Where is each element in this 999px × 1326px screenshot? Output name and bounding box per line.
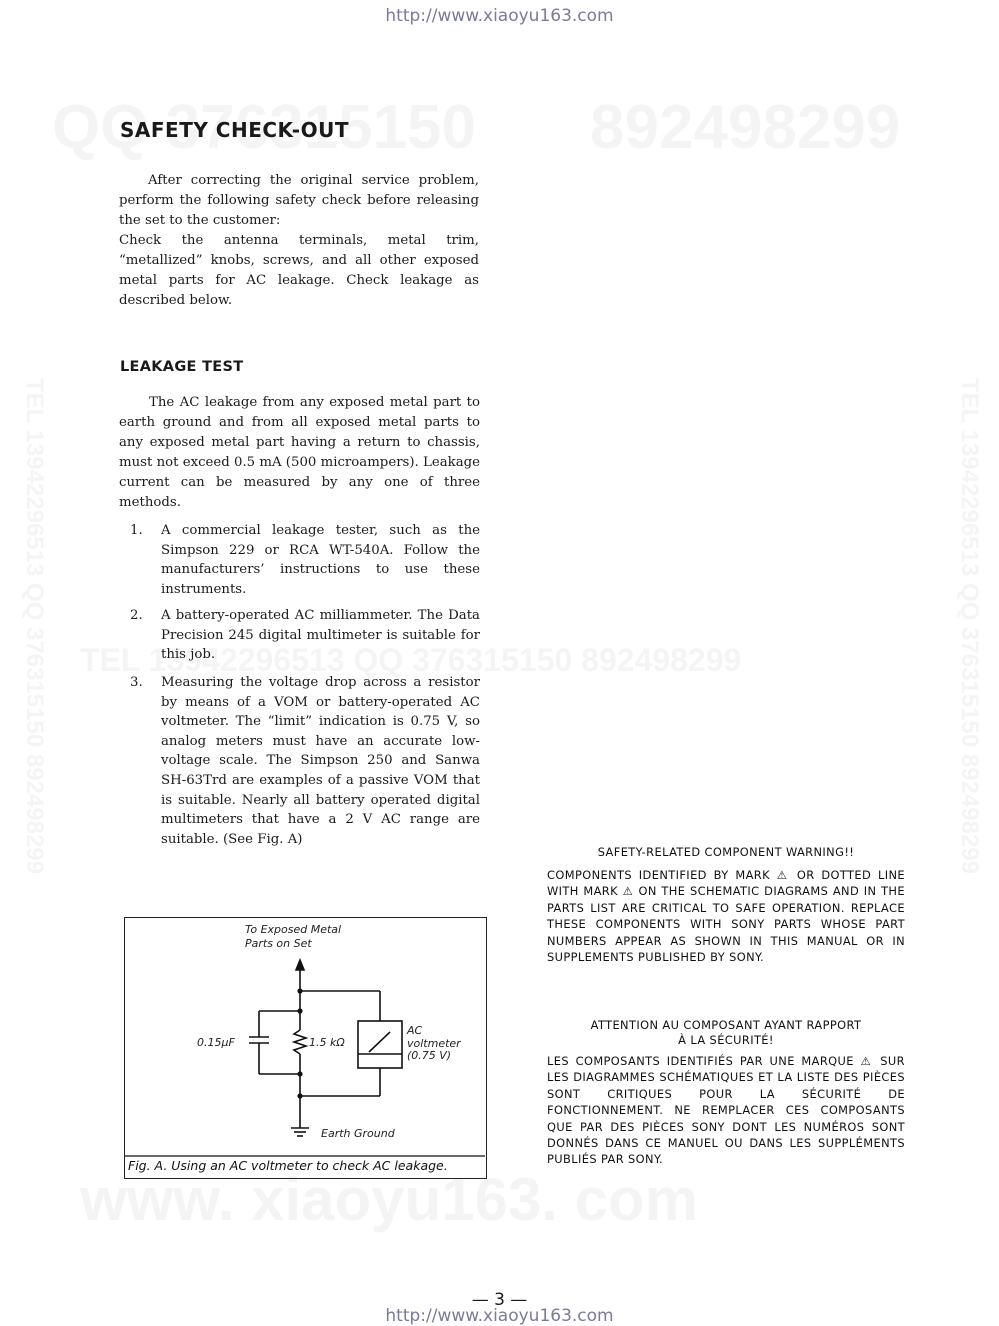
warning-fr-heading-2: À LA SÉCURITÉ! xyxy=(678,1033,774,1047)
method-item xyxy=(119,673,480,849)
safety-para-1: After correcting the original service problem, perform the following safety check before releasing the set to the customer: xyxy=(119,173,479,228)
ground-label: Earth Ground xyxy=(321,1127,395,1140)
leakage-heading: LEAKAGE TEST xyxy=(120,359,244,375)
safety-para-2: Check the antenna terminals, metal trim, “metallized” knobs, screws, and all other exposed metal parts for AC leakage. Check leakage as described below. xyxy=(119,233,479,308)
warning-heading: SAFETY-RELATED COMPONENT WARNING!! xyxy=(597,845,855,859)
footer-url[interactable]: http://www.xiaoyu163.com xyxy=(385,1306,614,1326)
capacitor-label: 0.15μF xyxy=(197,1036,235,1049)
resistor-label: 1.5 kΩ xyxy=(309,1036,345,1049)
terminal-arrow xyxy=(296,960,304,970)
junction-dot xyxy=(297,988,302,993)
method-number: 3. xyxy=(130,675,143,690)
meter-label-ac: AC xyxy=(407,1024,423,1037)
warning-fr-body: LES COMPOSANTS IDENTIFIÉS PAR UNE MARQUE ⚠ SUR LES DIAGRAMMES SCHÉMATIQUES ET LA LISTE DES PIÈCES SONT CRITIQUES POUR LA SÉCURITÉ DE FONCTIONNEMENT. NE REMPLACER CES COMPOSANTS QUE PAR DES PIÈCES SONY DONT LES NUMÉROS SONT DONNÉS DANS CE MANUEL OU DANS LES SUPPLÉMENTS PUBLIÉS PAR SONY. xyxy=(547,1054,905,1167)
junction-dot xyxy=(297,1008,302,1013)
meter-needle xyxy=(369,1032,390,1052)
method-number: 2. xyxy=(130,608,143,623)
method-text: A commercial leakage tester, such as the Simpson 229 or RCA WT-540A. Follow the manufacturers’ instructions to use these instruments. xyxy=(161,523,480,597)
watermark-side-right xyxy=(955,378,983,874)
junction-dot xyxy=(297,1071,302,1076)
figure-top-label-1: To Exposed Metal xyxy=(245,923,342,936)
meter-label-voltmeter: voltmeter xyxy=(407,1037,461,1050)
method-item xyxy=(119,606,480,665)
warning-body: COMPONENTS IDENTIFIED BY MARK ⚠ OR DOTTED LINE WITH MARK ⚠ ON THE SCHEMATIC DIAGRAMS AND IN THE PARTS LIST ARE CRITICAL TO SAFE OPERATION. REPLACE THESE COMPONENTS WITH SONY PARTS WHOSE PART NUMBERS APPEAR AS SHOWN IN THIS MANUAL OR IN SUPPLEMENTS PUBLISHED BY SONY. xyxy=(547,868,905,965)
watermark-side-left xyxy=(20,378,48,874)
leakage-intro xyxy=(119,393,480,513)
method-item xyxy=(119,521,480,599)
watermark-number-top xyxy=(590,92,900,163)
junction-dot xyxy=(297,1093,302,1098)
page-number: — 3 — xyxy=(471,1290,528,1310)
figure-caption: Fig. A. Using an AC voltmeter to check AC leakage. xyxy=(128,1158,448,1173)
warning-fr-heading-1: ATTENTION AU COMPOSANT AYANT RAPPORT xyxy=(590,1018,862,1032)
leakage-intro-text: The AC leakage from any exposed metal part to earth ground and from all exposed metal parts to any exposed metal part having a return to chassis, must not exceed 0.5 mA (500 microampers). Leakage current can be measured by any one of three methods. xyxy=(119,395,481,510)
resistor-zigzag xyxy=(294,1030,306,1054)
warning-french xyxy=(547,1018,905,1168)
warning-english xyxy=(547,845,905,965)
method-text: Measuring the voltage drop across a resistor by means of a VOM or battery-operated AC voltmeter. The “limit” indication is 0.75 V, so analog meters must have an accurate low-voltage scale. The Simpson 250 and Sanwa SH-63Trd are examples of a passive VOM that is suitable. Nearly all battery operated digital multimeters that have a 2 V AC range are suitable. (See Fig. A) xyxy=(161,675,480,847)
safety-intro xyxy=(119,171,479,311)
figure-a xyxy=(124,917,487,1179)
figure-top-label-2: Parts on Set xyxy=(245,937,312,950)
voltmeter-box xyxy=(358,1021,402,1068)
method-text: A battery-operated AC milliammeter. The Data Precision 245 digital multimeter is suitable for this job. xyxy=(161,608,480,663)
meter-label-range: (0.75 V) xyxy=(407,1049,452,1062)
header-url[interactable]: http://www.xiaoyu163.com xyxy=(385,6,614,26)
method-number: 1. xyxy=(130,523,143,538)
page-title: SAFETY CHECK-OUT xyxy=(120,118,349,142)
